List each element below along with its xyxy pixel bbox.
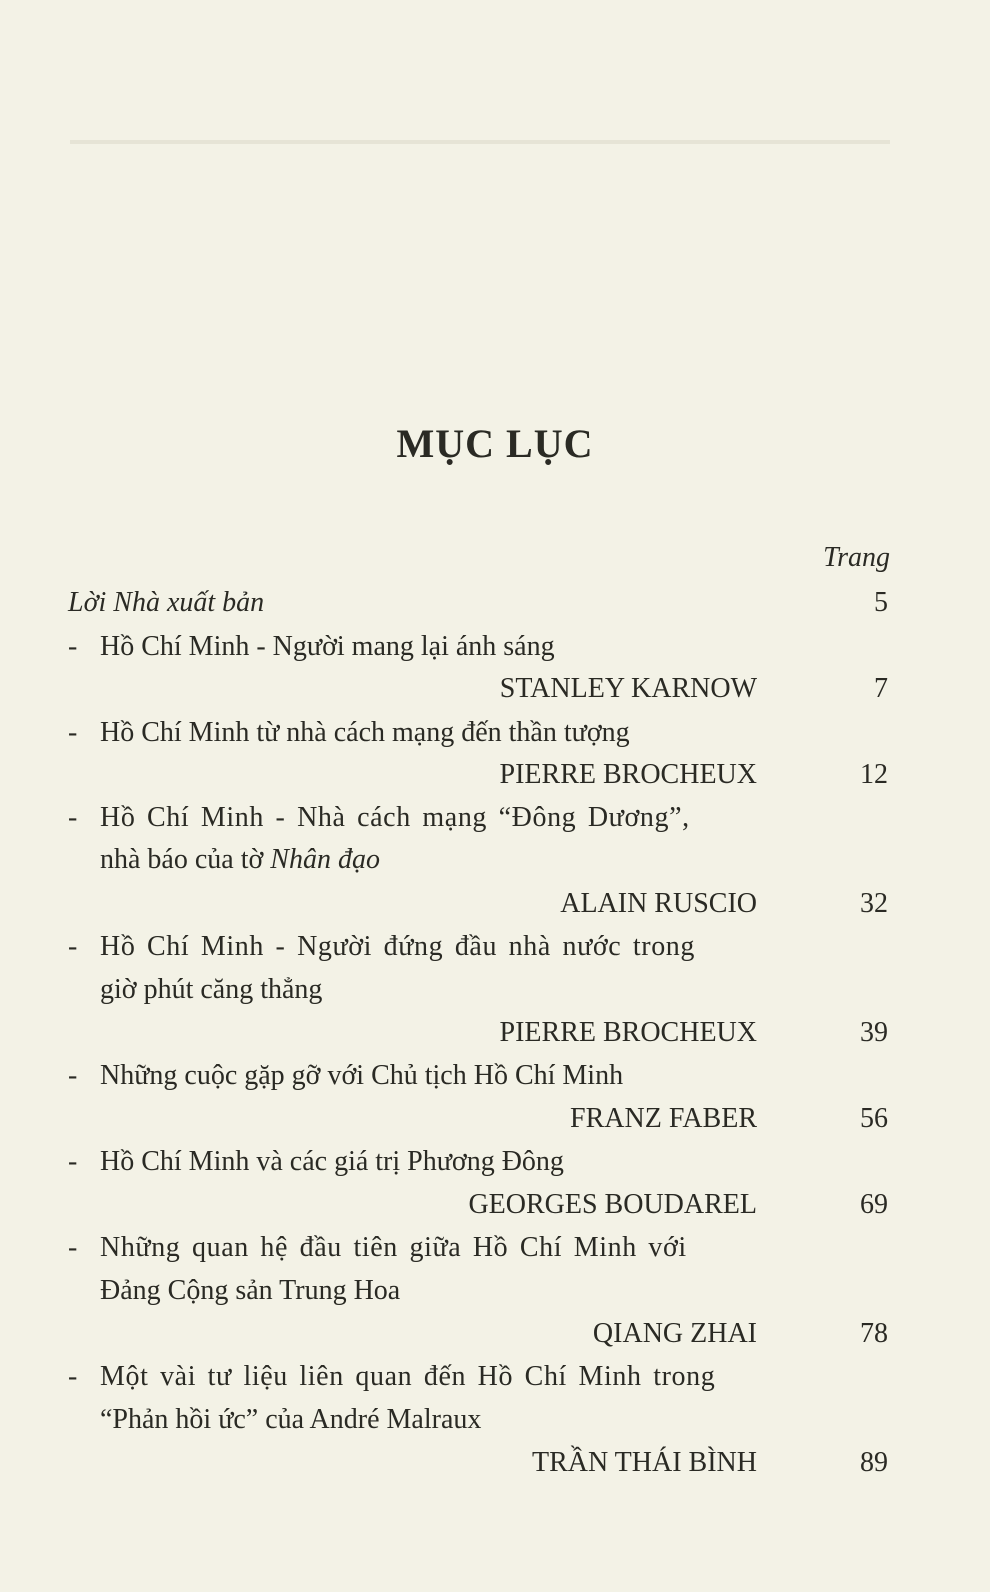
list-dash: - xyxy=(68,1060,78,1091)
toc-entry-title: Hồ Chí Minh - Nhà cách mạng “Đông Dương”, xyxy=(100,802,690,833)
toc-entry-title: giờ phút căng thẳng xyxy=(100,974,323,1005)
toc-entry-title-text xyxy=(100,713,630,753)
toc-entry-title: Hồ Chí Minh - Người mang lại ánh sáng xyxy=(100,631,555,662)
toc-entry-title: Hồ Chí Minh và các giá trị Phương Đông xyxy=(100,1146,564,1177)
toc-entry-title-text xyxy=(100,627,555,667)
toc-entry-title-italic: Nhân đạo xyxy=(270,844,380,875)
preface-page: 5 xyxy=(874,587,888,618)
toc-entry-page: 32 xyxy=(860,888,888,919)
toc-entry-title: “Phản hồi ức” của André Malraux xyxy=(100,1404,482,1435)
toc-entry-title: Những quan hệ đầu tiên giữa Hồ Chí Minh với xyxy=(100,1232,687,1263)
preface-label: Lời Nhà xuất bản xyxy=(68,587,265,618)
toc-entry-title-text xyxy=(100,1357,715,1397)
toc-entry-title-text xyxy=(100,1056,623,1096)
toc-entry-page: 39 xyxy=(860,1017,888,1048)
toc-entry-page: 69 xyxy=(860,1189,888,1220)
toc-entry-page: 7 xyxy=(874,673,888,704)
list-dash: - xyxy=(68,1361,78,1392)
list-dash: - xyxy=(68,631,78,662)
toc-entry-page: 12 xyxy=(860,759,888,790)
toc-entry-author: STANLEY KARNOW xyxy=(499,673,757,704)
list-dash: - xyxy=(68,1232,78,1263)
list-dash: - xyxy=(68,717,78,748)
toc-entry-title: Hồ Chí Minh từ nhà cách mạng đến thần tượng xyxy=(100,717,630,748)
toc-entry-title-text xyxy=(100,840,380,880)
toc-entry-author: ALAIN RUSCIO xyxy=(560,888,757,919)
page-bleed-through xyxy=(70,140,890,144)
toc-entry-title: Đảng Cộng sản Trung Hoa xyxy=(100,1275,401,1306)
toc-entry-title-text xyxy=(100,1271,400,1311)
toc-entry-author: GEORGES BOUDAREL xyxy=(468,1189,757,1220)
toc-entry-page: 78 xyxy=(860,1318,888,1349)
toc-entry-title: Hồ Chí Minh - Người đứng đầu nhà nước trong xyxy=(100,931,696,962)
toc-entry-title: Những cuộc gặp gỡ với Chủ tịch Hồ Chí Minh xyxy=(100,1060,624,1091)
toc-entry-title: nhà báo của tờ xyxy=(100,844,271,875)
toc-entry-title-text xyxy=(100,798,690,838)
list-dash: - xyxy=(68,1146,78,1177)
page-title: MỤC LỤC xyxy=(396,421,594,466)
toc-entry-author: FRANZ FABER xyxy=(570,1103,757,1134)
toc-entry-title-text xyxy=(100,1142,564,1182)
toc-entry-author: PIERRE BROCHEUX xyxy=(499,759,757,790)
page-column-label: Trang xyxy=(823,542,890,573)
toc-entry-page: 89 xyxy=(860,1447,888,1478)
toc-entry-title-text xyxy=(100,970,322,1010)
toc-entry-title-text xyxy=(100,1228,687,1268)
toc-entry-author: QIANG ZHAI xyxy=(592,1318,757,1349)
toc-entry-title-text xyxy=(100,927,695,967)
toc-entry-author: PIERRE BROCHEUX xyxy=(499,1017,757,1048)
toc-entry-page: 56 xyxy=(860,1103,888,1134)
toc-entry-title: Một vài tư liệu liên quan đến Hồ Chí Minh trong xyxy=(100,1361,716,1392)
list-dash: - xyxy=(68,802,78,833)
toc-entry-author: TRẦN THÁI BÌNH xyxy=(531,1447,757,1478)
toc-entry-title-text xyxy=(100,1400,481,1440)
list-dash: - xyxy=(68,931,78,962)
